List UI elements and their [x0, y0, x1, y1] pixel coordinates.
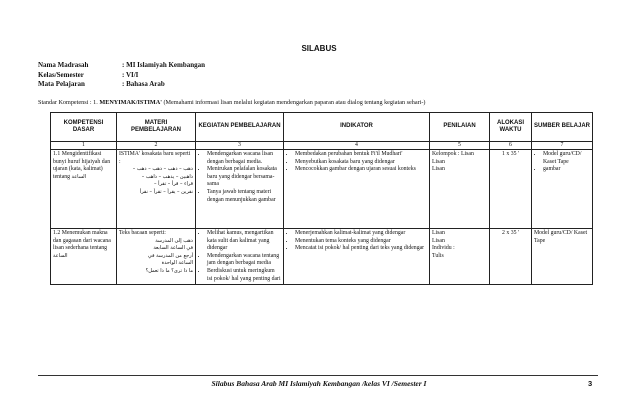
kd-arabic: الساعة [53, 252, 68, 259]
materi-arabic-line: ذهب إلى المدرسة [155, 237, 193, 244]
materi-cell [117, 150, 196, 229]
kd-cell [51, 150, 117, 229]
meta-value: : VI/I [122, 70, 139, 79]
sumber-item: • gambar [543, 166, 590, 174]
standard-prefix: Standar Kompetensi : 1. [38, 99, 100, 106]
kegiatan-item: • Berdiskusi untuk meringkum isi pokok/ hal yang penting dari [207, 268, 281, 283]
kd-text: Menemukan makna dan gagasan dari wacana lisan sederhana tentang [53, 230, 111, 252]
kegiatan-cell [196, 229, 284, 285]
meta-row-mapel [38, 80, 205, 90]
identity-block [38, 61, 205, 90]
header-penilaian: PENILAIAN [430, 113, 490, 142]
materi-arabic-line: في الساعة السابعة [153, 245, 193, 252]
number-row [51, 142, 593, 150]
materi-intro: Teks bacaan seperti: [119, 230, 166, 236]
standard-bold: MENYIMAK/ISTIMA' [99, 99, 162, 106]
penilaian-item: Lisan [432, 166, 445, 173]
kegiatan-item: • Mendengarkan wacana tentang jam dengan berbagai media [207, 253, 281, 268]
header-sumber: SUMBER BELAJAR [532, 113, 593, 142]
indikator-item: • Menyebutkan kosakata baru yang didengar [295, 159, 427, 167]
kegiatan-item: • Menirukan pelafalan kosakata baru yang didengar bersama-sama [207, 166, 281, 189]
materi-cell [117, 229, 196, 285]
meta-row-kelas [38, 71, 205, 81]
sumber-cell: Model guru/CD/ Kaset Tape [532, 229, 593, 285]
header-kegiatan: KEGIATAN PEMBELAJARAN [196, 113, 284, 142]
indikator-item: • Membedakan perubahan bentuk Fi'il Mudhari' [295, 151, 427, 159]
penilaian-item: Kelompok : Lisan [432, 151, 474, 157]
kd-number: 1.2 [53, 230, 61, 236]
meta-value: : MI Islamiyah Kembangan [122, 61, 206, 69]
indikator-item: • Mencatat isi pokok/ hal penting dari teks yang didengar [295, 245, 427, 253]
kegiatan-cell [196, 150, 284, 229]
syllabus-table [50, 112, 593, 285]
penilaian-cell [430, 150, 490, 229]
meta-row-madrasah [38, 61, 205, 71]
materi-arabic-line: ما ذا ترى؟ ما ذا تعمل؟ [145, 267, 193, 274]
penilaian-item: Lisan [432, 237, 445, 244]
kegiatan-item: • Tanya jawab tentang materi dengan menunjukkan gambar [207, 189, 281, 204]
penilaian-item: Lisan [432, 158, 445, 165]
sumber-item: • Model guru/CD/ Kaset Tape [543, 151, 590, 166]
kd-cell [51, 229, 117, 285]
kd-arabic: الساعة [71, 173, 87, 180]
column-number: 5 [430, 142, 490, 150]
materi-intro: ISTIMA' kosakata baru seperti : [119, 151, 191, 165]
header-row [51, 113, 593, 142]
kegiatan-item: • Melihat kamus, mengartikan kata sulit dan kalimat yang didengar [207, 230, 281, 253]
column-number: 3 [196, 142, 284, 150]
materi-arabic-line: ذهب – ذهب – ذهب – ذهب – [132, 166, 193, 173]
indikator-item: • Mencocokkan gambar dengan ujaran sesuai konteks [295, 166, 427, 174]
page-footer: Silabus Bahasa Arab MI Islamiyah Kembangan /kelas VI /Semester I [211, 379, 427, 388]
header-kompetensi: KOMPETENSI DASAR [51, 113, 117, 142]
meta-label: Mata Pelajaran [38, 80, 85, 88]
kd-number: 1.1 [53, 151, 61, 157]
column-number: 7 [532, 142, 593, 150]
penilaian-item: Lisan [432, 230, 445, 236]
indikator-item: • Menentukan tema konteks yang didengar [295, 238, 427, 246]
footer-divider [38, 375, 598, 376]
column-number: 1 [51, 142, 117, 150]
header-alokasi: ALOKASI WAKTU [490, 113, 532, 142]
header-materi: MATERI PEMBELAJARAN [117, 113, 196, 142]
standard-competency [38, 99, 426, 106]
meta-value: : Bahasa Arab [122, 80, 165, 88]
materi-arabic-line: أرجع من المدرسة في [147, 252, 193, 259]
penilaian-item: Individu : [432, 245, 455, 252]
document-title: SILABUS [301, 44, 337, 53]
materi-arabic-line: نقرين – يقرأ – تقرأ – نقرأ [139, 188, 193, 195]
indikator-cell [284, 229, 430, 285]
standard-rest: (Memahami informasi lisan melalui kegiatan mendengarkan paparan atau dialog tentang kegiatan sehari-) [161, 99, 426, 106]
column-number: 6 [490, 142, 532, 150]
penilaian-item: Tulis [432, 252, 444, 259]
kegiatan-item: • Mendengarkan wacana lisan dengan berbagai media. [207, 151, 281, 166]
materi-arabic-line: ذاهبين – يذهب – ذاهب – [141, 173, 193, 180]
sumber-cell [532, 150, 593, 229]
column-number: 4 [284, 142, 430, 150]
meta-label: Kelas/Semester [38, 70, 84, 79]
indikator-item: • Menerjemahkan kalimat-kalimat yang didengar [295, 230, 427, 238]
meta-label: Nama Madrasah [38, 61, 89, 69]
header-indikator: INDIKATOR [284, 113, 430, 142]
table-row [51, 150, 593, 229]
penilaian-cell [430, 229, 490, 285]
table-row [51, 229, 593, 285]
kd-text: Mengidentifikasi bunyi huruf hijaiyah dan ujaran (kata, kalimat) tentang [53, 151, 111, 180]
waktu-cell: 2 x 35 ' [490, 229, 532, 285]
waktu-cell: 1 x 35 ' [490, 150, 532, 229]
materi-arabic-line: الساعة الواحدة [161, 260, 193, 267]
column-number: 2 [117, 142, 196, 150]
page-number: 3 [588, 379, 593, 388]
materi-arabic-line: قراء – قرأ – تقرأ – [154, 181, 193, 188]
indikator-cell [284, 150, 430, 229]
